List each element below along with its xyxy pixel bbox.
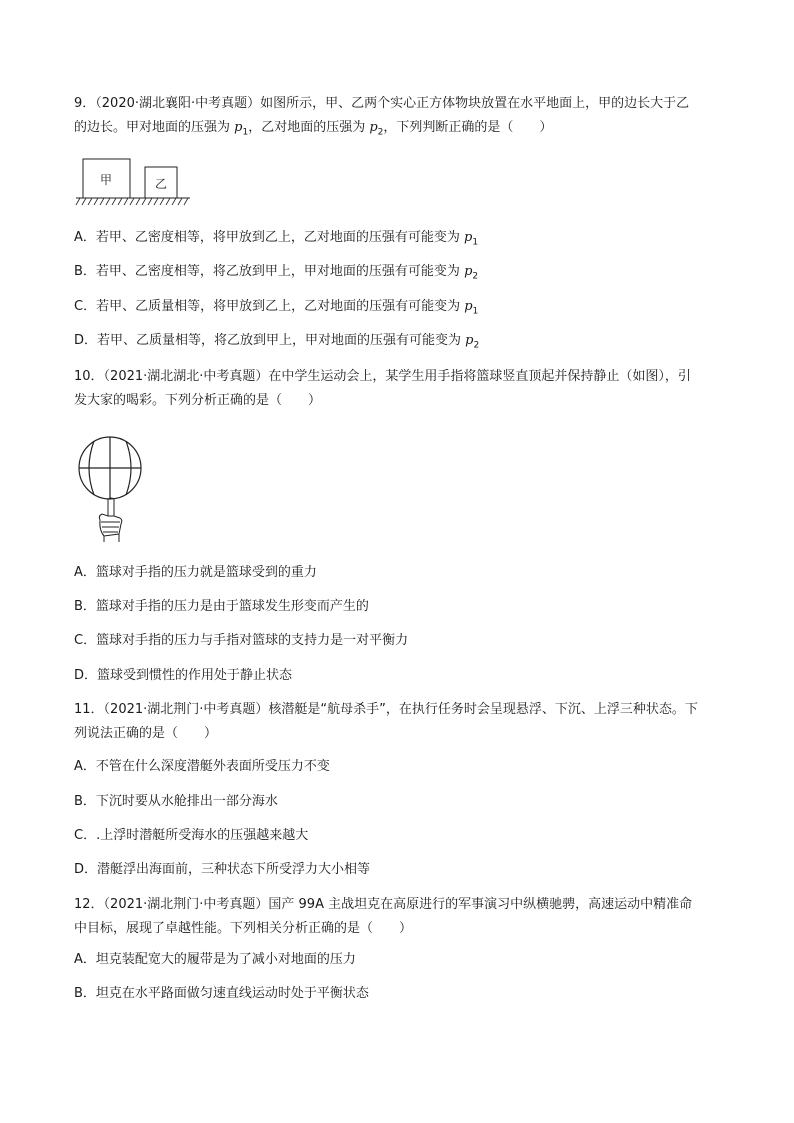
question-11-option-c[interactable]: C．.上浮时潜艇所受海水的压强越来越大 bbox=[74, 828, 309, 843]
ground-hatching bbox=[76, 198, 188, 205]
question-9-stem bbox=[74, 92, 724, 145]
question-9-line-2: 的边长。甲对地面的压强为 $p_1$，乙对地面的压强为 $p_2$，下列判断正确的是（ ） bbox=[74, 120, 553, 138]
question-9-option-b[interactable]: B．若甲、乙密度相等，将乙放到甲上，甲对地面的压强有可能变为 $p_2$ bbox=[74, 264, 479, 282]
question-9-option-c[interactable]: C．若甲、乙质量相等，将甲放到乙上，乙对地面的压强有可能变为 $p_1$ bbox=[74, 299, 479, 317]
basketball-icon bbox=[79, 437, 141, 499]
question-12-line-2: 中目标，展现了卓越性能。下列相关分析正确的是（ ） bbox=[74, 921, 413, 936]
question-9-option-d[interactable]: D．若甲、乙质量相等，将乙放到甲上，甲对地面的压强有可能变为 $p_2$ bbox=[74, 333, 480, 351]
question-12-stem bbox=[74, 893, 724, 941]
block-yi-label: 乙 bbox=[154, 177, 168, 191]
question-11-stem bbox=[74, 698, 724, 746]
question-12-line-1: 12．（2021·湖北荆门·中考真题）国产 99A 主战坦克在高原进行的军事演习中纵横驰骋，高速运动中精准命 bbox=[74, 897, 693, 912]
question-10-option-a[interactable]: A．篮球对手指的压力就是篮球受到的重力 bbox=[74, 565, 317, 580]
question-11-option-a[interactable]: A．不管在什么深度潜艇外表面所受压力不变 bbox=[74, 759, 330, 774]
question-9-figure-blocks bbox=[74, 156, 194, 212]
finger-hand-icon bbox=[99, 498, 121, 542]
question-9-option-a[interactable]: A．若甲、乙密度相等，将甲放到乙上，乙对地面的压强有可能变为 $p_1$ bbox=[74, 230, 479, 248]
question-10-line-2: 发大家的喝彩。下列分析正确的是（ ） bbox=[74, 393, 322, 408]
question-10-option-b[interactable]: B．篮球对手指的压力是由于篮球发生形变而产生的 bbox=[74, 599, 369, 614]
question-11-line-1: 11．（2021·湖北荆门·中考真题）核潜艇是“航母杀手”，在执行任务时会呈现悬浮、下沉、上浮三种状态。下 bbox=[74, 702, 698, 717]
block-jia-label: 甲 bbox=[99, 173, 113, 187]
question-12-option-a[interactable]: A．坦克装配宽大的履带是为了减小对地面的压力 bbox=[74, 952, 356, 967]
question-10-stem bbox=[74, 365, 724, 413]
question-11-line-2: 列说法正确的是（ ） bbox=[74, 726, 218, 741]
question-12-option-b[interactable]: B．坦克在水平路面做匀速直线运动时处于平衡状态 bbox=[74, 986, 369, 1001]
question-10-option-d[interactable]: D．篮球受到惯性的作用处于静止状态 bbox=[74, 668, 293, 683]
question-11-option-d[interactable]: D．潜艇浮出海面前，三种状态下所受浮力大小相等 bbox=[74, 862, 371, 877]
question-11-option-b[interactable]: B．下沉时要从水舱排出一部分海水 bbox=[74, 794, 278, 809]
question-10-line-1: 10．（2021·湖北湖北·中考真题）在中学生运动会上，某学生用手指将篮球竖直顶起并保持静止（如图），引 bbox=[74, 369, 691, 384]
question-10-option-c[interactable]: C．篮球对手指的压力与手指对篮球的支持力是一对平衡力 bbox=[74, 633, 409, 648]
question-10-figure-basketball-on-finger bbox=[74, 432, 148, 544]
question-9-line-1: 9．（2020·湖北襄阳·中考真题）如图所示，甲、乙两个实心正方体物块放置在水平地面上，甲的边长大于乙 bbox=[74, 96, 690, 111]
